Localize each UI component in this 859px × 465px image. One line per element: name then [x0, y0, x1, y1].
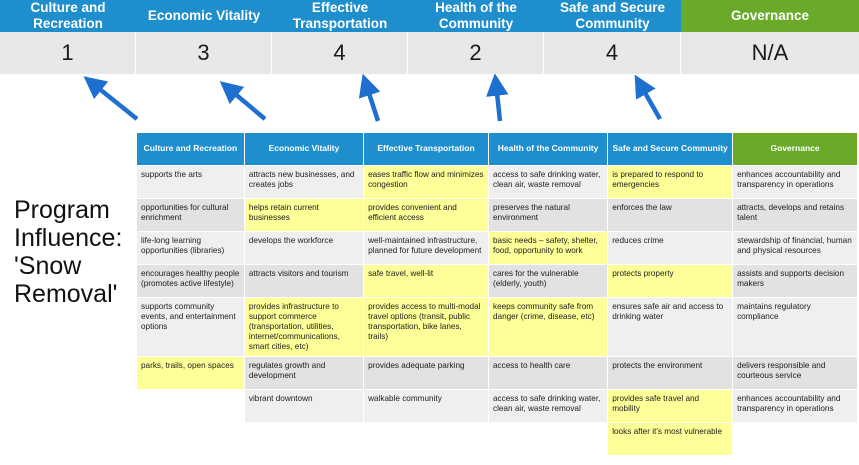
matrix-cell: cares for the vulnerable (elderly, youth) — [488, 265, 607, 298]
scorecard-header-row — [0, 0, 859, 32]
matrix-cell: safe travel, well-lit — [364, 265, 489, 298]
matrix-cell — [137, 423, 245, 456]
table-row — [137, 166, 858, 199]
matrix-cell: protects property — [608, 265, 733, 298]
table-row — [137, 199, 858, 232]
top-header-cell: Culture and Recreation — [0, 0, 136, 32]
table-row — [137, 423, 858, 456]
arrow-health-of-community — [496, 84, 500, 121]
matrix-cell: eases traffic flow and minimizes congestion — [364, 166, 489, 199]
matrix-cell: preserves the natural environment — [488, 199, 607, 232]
program-influence-line3: 'Snow — [14, 252, 82, 280]
matrix-column-header: Safe and Secure Community — [608, 133, 733, 166]
program-influence-line2: Influence: — [14, 224, 123, 252]
matrix-cell: delivers responsible and courteous service — [733, 357, 858, 390]
matrix-cell — [733, 423, 858, 456]
matrix-header — [137, 133, 858, 166]
top-score-cell: 2 — [408, 32, 544, 74]
top-score-cell: N/A — [751, 40, 789, 65]
matrix-cell: provides safe travel and mobility — [608, 390, 733, 423]
top-score-cell: 1 — [0, 32, 136, 74]
matrix-column-header: Culture and Recreation — [137, 133, 245, 166]
top-header-cell: Health of the Community — [408, 0, 544, 32]
matrix-cell: protects the environment — [608, 357, 733, 390]
arrow-group — [0, 74, 859, 130]
arrow-economic-vitality — [228, 88, 265, 119]
matrix-cell: access to safe drinking water, clean air, waste removal — [488, 166, 607, 199]
matrix-cell: ensures safe air and access to drinking water — [608, 298, 733, 357]
matrix-column-header: Economic Vitality — [244, 133, 363, 166]
matrix-cell: walkable community — [364, 390, 489, 423]
matrix-cell: develops the workforce — [244, 232, 363, 265]
matrix-cell — [488, 423, 607, 456]
program-influence-line1: Program — [14, 196, 110, 224]
arrow-safe-secure-community — [640, 84, 660, 119]
matrix-cell: opportunities for cultural enrichment — [137, 199, 245, 232]
matrix-cell: basic needs – safety, shelter, food, opportunity to work — [488, 232, 607, 265]
influence-matrix-table — [136, 132, 858, 456]
matrix-cell: access to health care — [488, 357, 607, 390]
matrix-cell: attracts visitors and tourism — [244, 265, 363, 298]
scorecard-score-row — [0, 32, 859, 74]
table-row — [137, 390, 858, 423]
top-score-cell: 4 — [272, 32, 408, 74]
matrix-cell: attracts new businesses, and creates jobs — [244, 166, 363, 199]
matrix-cell: parks, trails, open spaces — [137, 357, 245, 390]
table-row — [137, 265, 858, 298]
matrix-cell: regulates growth and development — [244, 357, 363, 390]
matrix-cell: keeps community safe from danger (crime, disease, etc) — [488, 298, 607, 357]
matrix-cell: is prepared to respond to emergencies — [608, 166, 733, 199]
matrix-column-header: Health of the Community — [488, 133, 607, 166]
matrix-cell — [364, 423, 489, 456]
matrix-cell: encourages healthy people (promotes active lifestyle) — [137, 265, 245, 298]
top-header-cell: Effective Transportation — [272, 0, 408, 32]
matrix-cell: provides adequate parking — [364, 357, 489, 390]
matrix-column-header: Governance — [733, 133, 858, 166]
arrow-culture-recreation — [92, 83, 137, 119]
table-row — [137, 357, 858, 390]
matrix-body — [137, 166, 858, 456]
matrix-cell: reduces crime — [608, 232, 733, 265]
matrix-cell: attracts, develops and retains talent — [733, 199, 858, 232]
matrix-cell: supports the arts — [137, 166, 245, 199]
matrix-column-header: Effective Transportation — [364, 133, 489, 166]
scorecard-top-bar — [0, 0, 859, 74]
matrix-cell: vibrant downtown — [244, 390, 363, 423]
matrix-cell: enhances accountability and transparency in operations — [733, 390, 858, 423]
matrix-cell: life-long learning opportunities (libraries) — [137, 232, 245, 265]
matrix-cell — [137, 390, 245, 423]
top-header-cell: Economic Vitality — [136, 0, 272, 32]
matrix-cell — [244, 423, 363, 456]
matrix-cell: provides infrastructure to support commerce (transportation, utilities, internet/communications, smart cities, etc) — [244, 298, 363, 357]
matrix-cell: enhances accountability and transparency in operations — [733, 166, 858, 199]
matrix-cell: provides convenient and efficient access — [364, 199, 489, 232]
arrow-effective-transportation — [366, 84, 378, 121]
matrix-cell: assists and supports decision makers — [733, 265, 858, 298]
program-influence-label — [14, 196, 134, 308]
table-row — [137, 298, 858, 357]
matrix-cell: looks after it's most vulnerable — [608, 423, 733, 456]
matrix-cell: enforces the law — [608, 199, 733, 232]
table-row — [137, 232, 858, 265]
matrix-cell: stewardship of financial, human and physical resources — [733, 232, 858, 265]
top-score-cell: 4 — [544, 32, 681, 74]
program-influence-line4: Removal' — [14, 280, 118, 308]
matrix-header-row — [137, 133, 858, 166]
matrix-cell: maintains regulatory compliance — [733, 298, 858, 357]
matrix-cell: provides access to multi-modal travel options (transit, public transportation, bike lanes, trails) — [364, 298, 489, 357]
matrix-cell: access to safe drinking water, clean air, waste removal — [488, 390, 607, 423]
top-header-cell: Safe and Secure Community — [544, 0, 681, 32]
top-header-cell: Governance — [681, 0, 859, 32]
arrows-svg — [0, 74, 859, 130]
matrix-cell: well-maintained infrastructure, planned for future development — [364, 232, 489, 265]
matrix-cell: supports community events, and entertainment options — [137, 298, 245, 357]
top-score-cell: 3 — [136, 32, 272, 74]
matrix-cell: helps retain current businesses — [244, 199, 363, 232]
